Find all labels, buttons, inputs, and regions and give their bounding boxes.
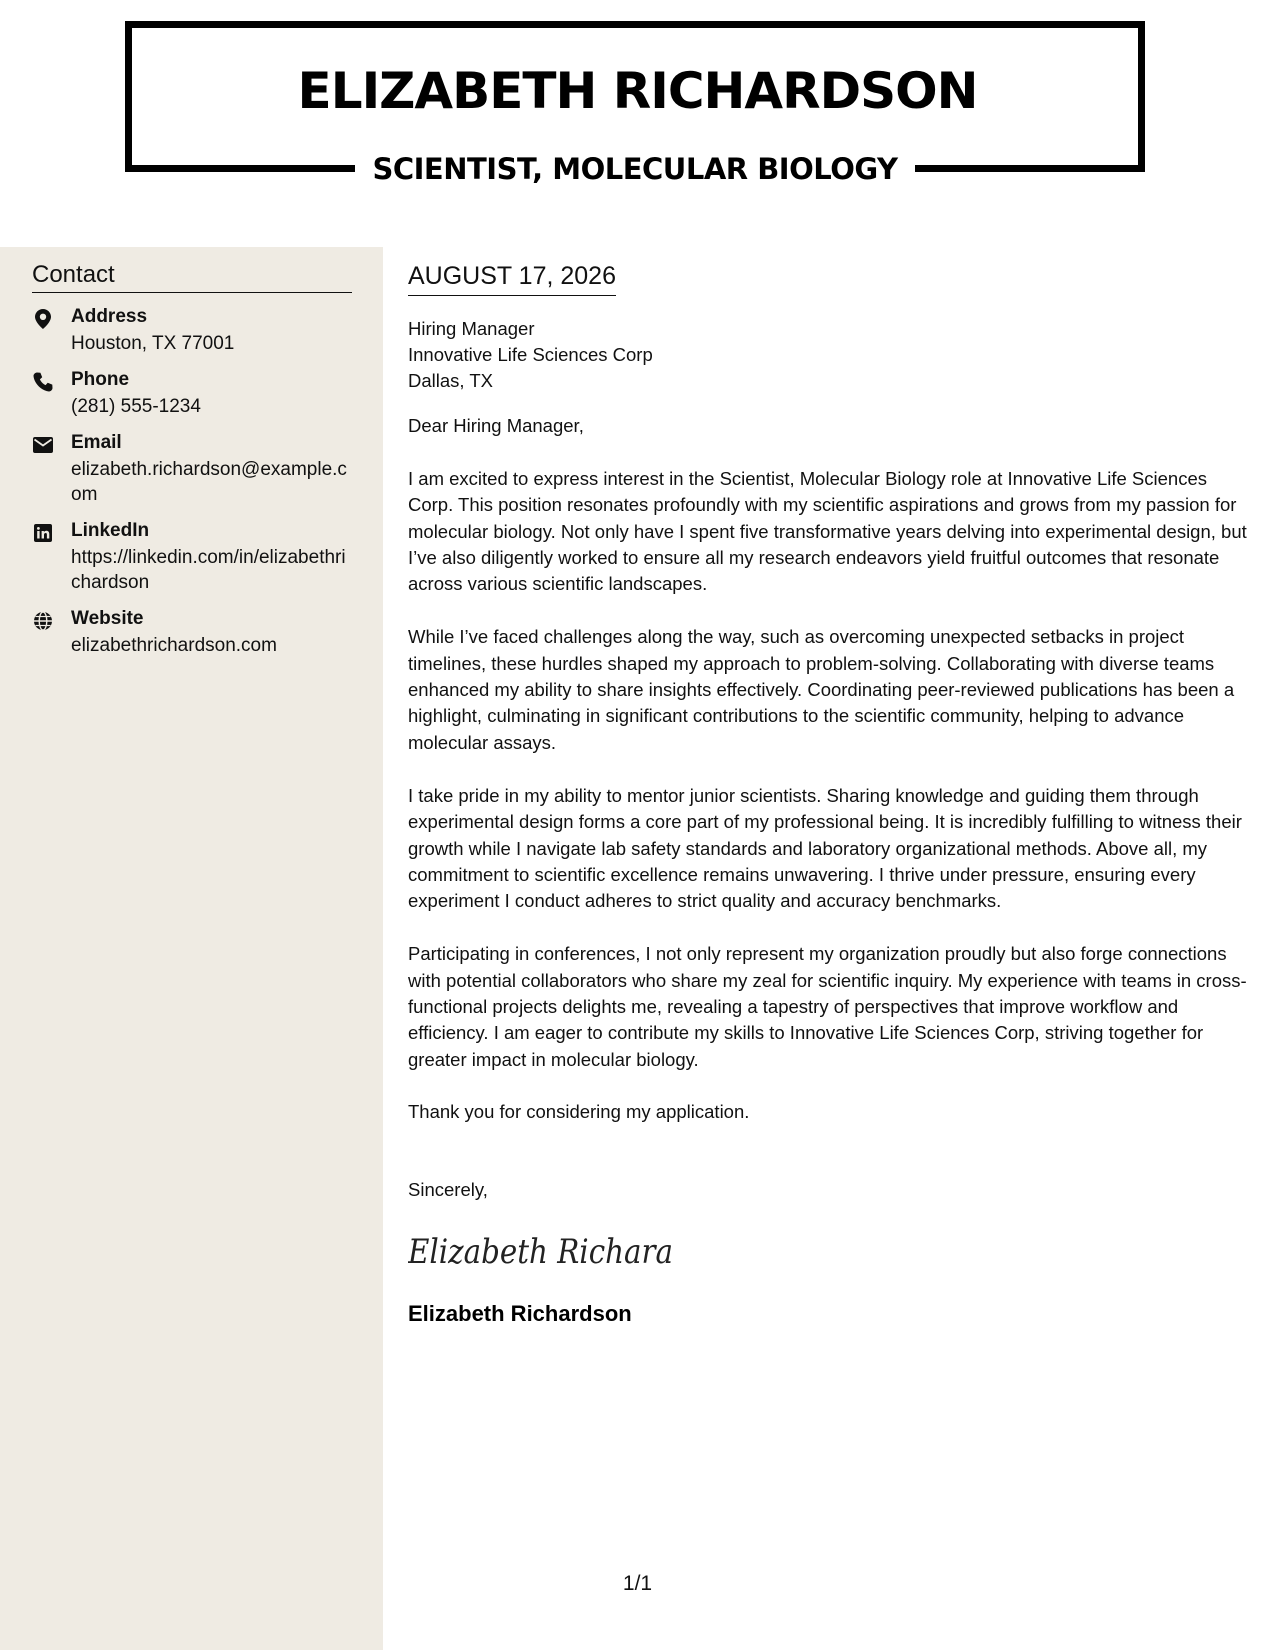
linkedin-link[interactable]: https://linkedin.com/in/elizabethrichardson: [71, 547, 346, 593]
contact-label: Address: [71, 306, 148, 327]
salutation: Dear Hiring Manager,: [408, 415, 584, 436]
location-pin-icon: [32, 308, 54, 330]
recipient-line: Hiring Manager: [408, 318, 535, 339]
email-link[interactable]: elizabeth.richardson@example.com: [71, 459, 347, 505]
job-title: SCIENTIST, MOLECULAR BIOLOGY: [372, 152, 898, 186]
sign-off: Sincerely,: [408, 1178, 488, 1200]
contact-value: (281) 555-1234: [71, 396, 201, 417]
recipient-block: [408, 316, 1248, 394]
contact-value: Houston, TX 77001: [71, 333, 235, 354]
email-icon: [32, 434, 54, 456]
body-paragraph: I take pride in my ability to mentor junior scientists. Sharing knowledge and guiding them through experimental design forms a core part of my professional being. It is incredibly fulfilling to witness their growth while I navigate lab safety standards and laboratory organizational methods. Above all, my commitment to scientific excellence remains unwavering. I thrive under pressure, ensuring every experiment I conduct adheres to strict quality and accuracy benchmarks.: [408, 784, 1242, 912]
recipient-line: Dallas, TX: [408, 370, 493, 391]
contact-label: Website: [71, 608, 144, 629]
contact-label: Email: [71, 432, 122, 453]
signer-name: Elizabeth Richardson: [408, 1300, 632, 1326]
website-link[interactable]: elizabethrichardson.com: [71, 635, 277, 656]
letter-date: AUGUST 17, 2026: [408, 262, 616, 296]
signature-text: Elizabeth Richara: [408, 1231, 673, 1272]
closing-line: Thank you for considering my application.: [408, 1100, 750, 1122]
body-paragraph: Participating in conferences, I not only represent my organization proudly but also forge connections with potential collaborators who share my zeal for scientific inquiry. My experience with teams in cross-functional projects delights me, revealing a tapestry of perspectives that improve workflow and efficiency. I am eager to contribute my skills to Innovative Life Sciences Corp, striving together for greater impact in molecular biology.: [408, 943, 1247, 1070]
contact-label: Phone: [71, 369, 130, 390]
body-paragraph: While I’ve faced challenges along the way, such as overcoming unexpected setbacks in project timelines, these hurdles shaped my approach to problem-solving. Collaborating with diverse teams enhanced my ability to share insights effectively. Coordinating peer-reviewed publications has been a highlight, culminating in significant contributions to the scientific community, helping to advance molecular assays.: [408, 626, 1235, 753]
applicant-name: ELIZABETH RICHARDSON: [297, 62, 978, 120]
recipient-line: Innovative Life Sciences Corp: [408, 344, 653, 365]
page-number: 1/1: [622, 1572, 653, 1595]
contact-label: LinkedIn: [71, 520, 150, 541]
contact-heading: Contact: [32, 261, 352, 293]
letter-body: [408, 262, 1248, 1327]
body-paragraph: I am excited to express interest in the Scientist, Molecular Biology role at Innovative Life Sciences Corp. This position resonates profoundly with my scientific aspirations and grows from my passion for molecular biology. Not only have I spent five transformative years delving into experimental design, but I’ve also diligently worked to ensure all my research endeavors yield fruitful outcomes that resonate across various scientific landscapes.: [408, 468, 1247, 595]
linkedin-icon: [32, 522, 54, 544]
globe-icon: [32, 610, 54, 632]
phone-icon: [32, 371, 54, 393]
handwritten-signature: [408, 1225, 1248, 1275]
